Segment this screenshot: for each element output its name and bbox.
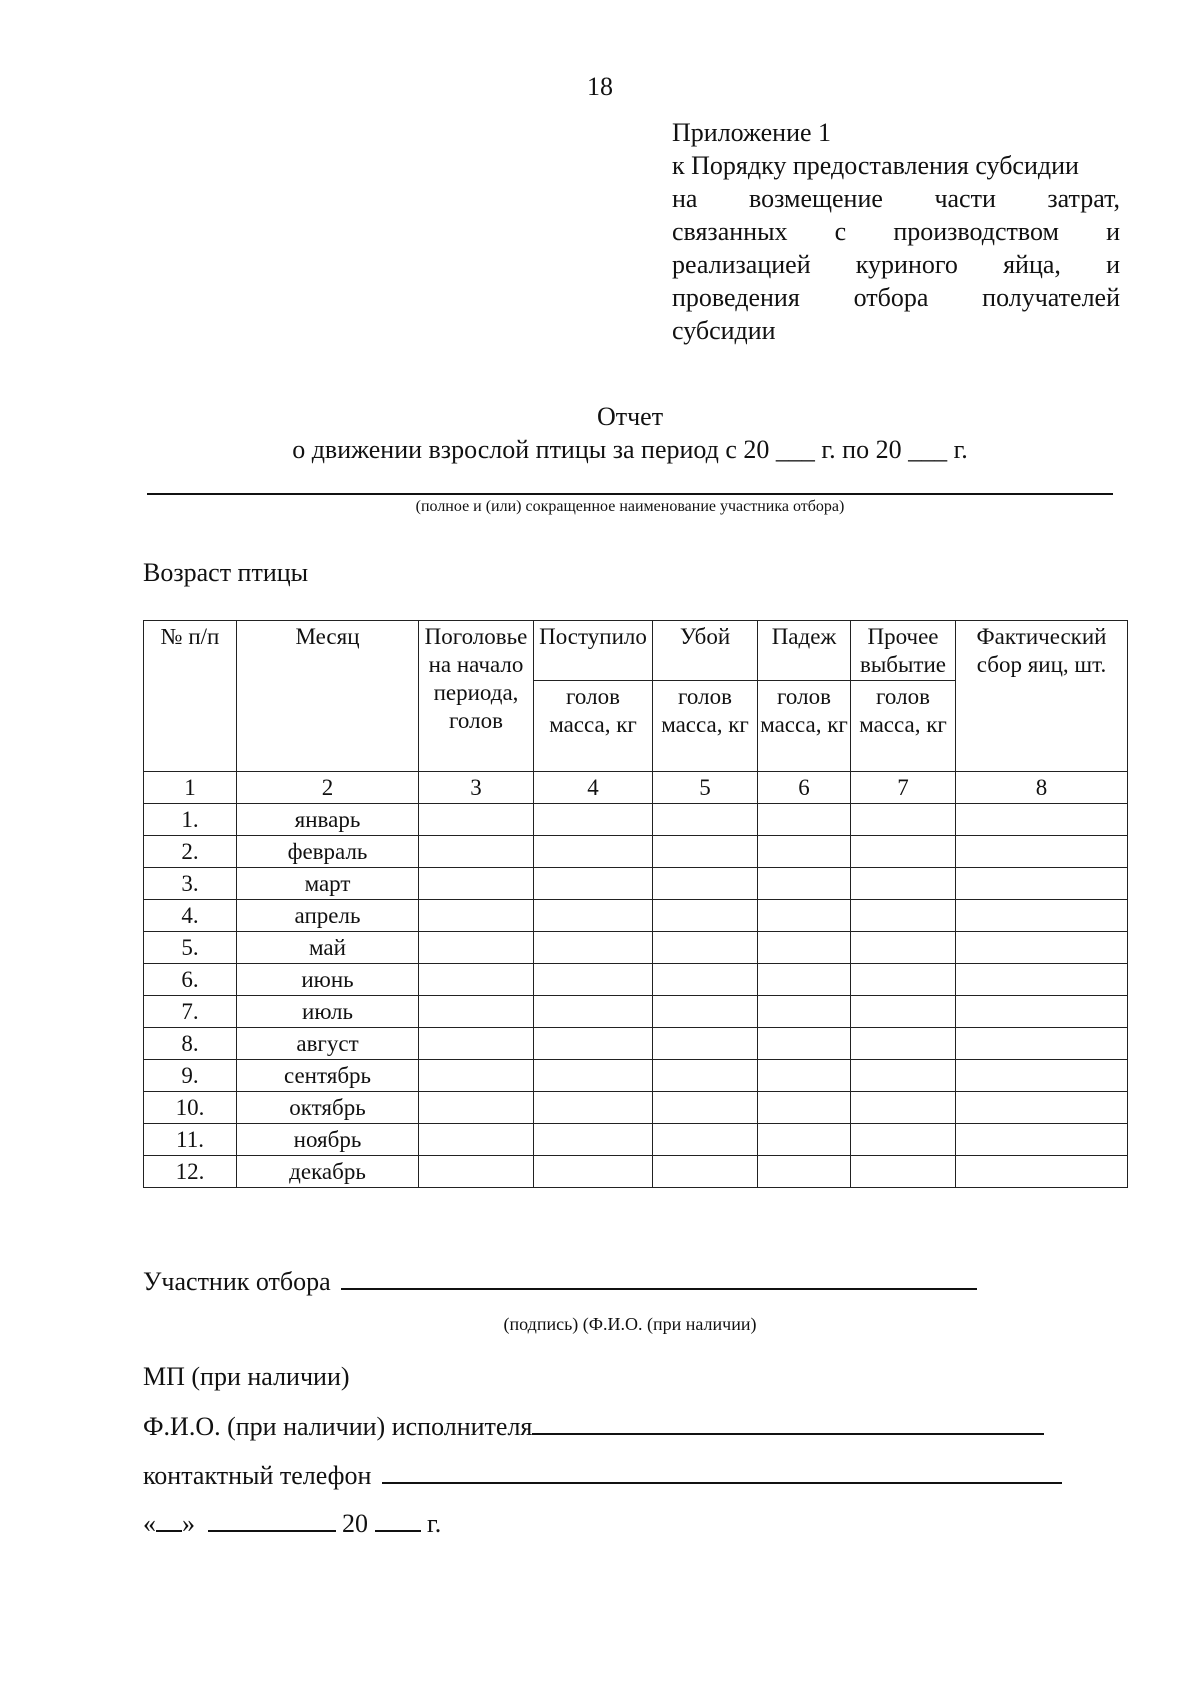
row-number: 2. <box>144 836 237 868</box>
poultry-movement-table <box>143 620 1128 1188</box>
year-suffix: г. <box>427 1509 442 1538</box>
cell-initial-stock[interactable] <box>419 964 534 996</box>
date-line <box>143 1508 441 1539</box>
day-field[interactable] <box>156 1508 182 1532</box>
cell-initial-stock[interactable] <box>419 1092 534 1124</box>
row-number: 10. <box>144 1092 237 1124</box>
cell-egg-collection[interactable] <box>956 1156 1128 1188</box>
cell-slaughter[interactable] <box>653 1156 758 1188</box>
row-month: декабрь <box>237 1156 419 1188</box>
cell-initial-stock[interactable] <box>419 836 534 868</box>
row-number: 4. <box>144 900 237 932</box>
row-number: 8. <box>144 1028 237 1060</box>
row-number: 3. <box>144 868 237 900</box>
cell-mortality[interactable] <box>758 996 851 1028</box>
row-month: сентябрь <box>237 1060 419 1092</box>
subheader-other-disposal: голов масса, кг <box>851 681 956 772</box>
cell-received[interactable] <box>534 964 653 996</box>
cell-initial-stock[interactable] <box>419 1028 534 1060</box>
appendix-line: на возмещение части затрат, <box>672 184 1120 213</box>
cell-received[interactable] <box>534 996 653 1028</box>
cell-initial-stock[interactable] <box>419 932 534 964</box>
cell-received[interactable] <box>534 868 653 900</box>
cell-other-disposal[interactable] <box>851 1156 956 1188</box>
column-number: 3 <box>419 772 534 804</box>
row-month: июнь <box>237 964 419 996</box>
cell-other-disposal[interactable] <box>851 900 956 932</box>
cell-slaughter[interactable] <box>653 900 758 932</box>
cell-egg-collection[interactable] <box>956 804 1128 836</box>
cell-other-disposal[interactable] <box>851 804 956 836</box>
table-row <box>144 836 1128 868</box>
participant-name-line <box>147 493 1113 495</box>
cell-initial-stock[interactable] <box>419 868 534 900</box>
bird-age-label: Возраст птицы <box>143 558 309 587</box>
column-number: 6 <box>758 772 851 804</box>
cell-other-disposal[interactable] <box>851 868 956 900</box>
cell-egg-collection[interactable] <box>956 964 1128 996</box>
header-mortality: Падеж <box>758 621 851 681</box>
cell-received[interactable] <box>534 1092 653 1124</box>
row-month: февраль <box>237 836 419 868</box>
signature-caption: (подпись) (Ф.И.О. (при наличии) <box>503 1314 757 1334</box>
header-initial-stock: Поголовье на начало периода, голов <box>419 621 534 772</box>
appendix-line: к Порядку предоставления субсидии <box>672 151 1079 180</box>
cell-mortality[interactable] <box>758 1092 851 1124</box>
cell-egg-collection[interactable] <box>956 1060 1128 1092</box>
cell-slaughter[interactable] <box>653 1124 758 1156</box>
year-field[interactable] <box>375 1508 421 1532</box>
row-number: 9. <box>144 1060 237 1092</box>
row-month: июль <box>237 996 419 1028</box>
appendix-line: проведения отбора получателей <box>672 283 1120 312</box>
cell-other-disposal[interactable] <box>851 932 956 964</box>
cell-initial-stock[interactable] <box>419 1124 534 1156</box>
cell-mortality[interactable] <box>758 868 851 900</box>
row-month: август <box>237 1028 419 1060</box>
row-number: 5. <box>144 932 237 964</box>
table-row <box>144 932 1128 964</box>
appendix-block <box>672 116 1120 347</box>
participant-name-caption: (полное и (или) сокращенное наименование участника отбора) <box>415 498 845 515</box>
participant-label: Участник отбора <box>143 1267 331 1296</box>
cell-other-disposal[interactable] <box>851 1092 956 1124</box>
row-number: 1. <box>144 804 237 836</box>
cell-mortality[interactable] <box>758 964 851 996</box>
cell-other-disposal[interactable] <box>851 1060 956 1092</box>
cell-other-disposal[interactable] <box>851 1124 956 1156</box>
row-number: 12. <box>144 1156 237 1188</box>
column-number: 5 <box>653 772 758 804</box>
phone-field[interactable] <box>382 1460 1062 1484</box>
cell-mortality[interactable] <box>758 1028 851 1060</box>
table-row <box>144 1156 1128 1188</box>
row-number: 6. <box>144 964 237 996</box>
header-number: № п/п <box>144 621 237 772</box>
cell-slaughter[interactable] <box>653 932 758 964</box>
row-month: январь <box>237 804 419 836</box>
subheader-slaughter: голов масса, кг <box>653 681 758 772</box>
page-number: 18 <box>587 72 613 101</box>
cell-received[interactable] <box>534 900 653 932</box>
row-month: март <box>237 868 419 900</box>
report-subtitle: о движении взрослой птицы за период с 20 ___ г. по 20 ___ г. <box>292 435 968 464</box>
cell-other-disposal[interactable] <box>851 836 956 868</box>
cell-slaughter[interactable] <box>653 964 758 996</box>
cell-egg-collection[interactable] <box>956 868 1128 900</box>
cell-mortality[interactable] <box>758 900 851 932</box>
header-received: Поступило <box>534 621 653 681</box>
cell-mortality[interactable] <box>758 1060 851 1092</box>
executor-line <box>143 1411 1044 1442</box>
cell-received[interactable] <box>534 1124 653 1156</box>
column-number: 2 <box>237 772 419 804</box>
column-number: 7 <box>851 772 956 804</box>
signature-field[interactable] <box>341 1266 977 1290</box>
table-row <box>144 900 1128 932</box>
cell-egg-collection[interactable] <box>956 836 1128 868</box>
year-prefix: 20 <box>342 1509 368 1538</box>
cell-other-disposal[interactable] <box>851 1028 956 1060</box>
subheader-received: голов масса, кг <box>534 681 653 772</box>
cell-egg-collection[interactable] <box>956 1124 1128 1156</box>
table-row <box>144 1092 1128 1124</box>
cell-other-disposal[interactable] <box>851 964 956 996</box>
cell-slaughter[interactable] <box>653 836 758 868</box>
header-egg-collection: Фактический сбор яиц, шт. <box>956 621 1128 772</box>
cell-received[interactable] <box>534 1028 653 1060</box>
appendix-line: связанных с производством и <box>672 217 1120 246</box>
phone-line <box>143 1460 1062 1491</box>
table-row <box>144 868 1128 900</box>
cell-mortality[interactable] <box>758 1124 851 1156</box>
cell-mortality[interactable] <box>758 836 851 868</box>
cell-mortality[interactable] <box>758 1156 851 1188</box>
header-other-disposal: Прочее выбытие <box>851 621 956 681</box>
cell-egg-collection[interactable] <box>956 900 1128 932</box>
column-number: 4 <box>534 772 653 804</box>
table-row <box>144 996 1128 1028</box>
cell-egg-collection[interactable] <box>956 1092 1128 1124</box>
report-title: Отчет <box>596 402 664 431</box>
row-number: 7. <box>144 996 237 1028</box>
cell-slaughter[interactable] <box>653 1092 758 1124</box>
cell-mortality[interactable] <box>758 804 851 836</box>
table-row <box>144 1124 1128 1156</box>
cell-initial-stock[interactable] <box>419 804 534 836</box>
cell-initial-stock[interactable] <box>419 1156 534 1188</box>
table-row <box>144 1060 1128 1092</box>
cell-egg-collection[interactable] <box>956 1028 1128 1060</box>
row-month: май <box>237 932 419 964</box>
executor-name-field[interactable] <box>532 1411 1044 1435</box>
row-month: апрель <box>237 900 419 932</box>
cell-slaughter[interactable] <box>653 868 758 900</box>
appendix-line: субсидии <box>672 316 776 345</box>
cell-received[interactable] <box>534 932 653 964</box>
date-close-quote: » <box>182 1509 195 1538</box>
table-row <box>144 804 1128 836</box>
appendix-line: реализацией куриного яйца, и <box>672 250 1120 279</box>
column-number: 8 <box>956 772 1128 804</box>
phone-label: контактный телефон <box>143 1461 372 1490</box>
appendix-title: Приложение 1 <box>672 118 832 147</box>
cell-slaughter[interactable] <box>653 1028 758 1060</box>
table-row <box>144 964 1128 996</box>
cell-egg-collection[interactable] <box>956 932 1128 964</box>
column-number-row <box>144 772 1128 804</box>
cell-egg-collection[interactable] <box>956 996 1128 1028</box>
stamp-label: МП (при наличии) <box>143 1362 350 1391</box>
cell-slaughter[interactable] <box>653 1060 758 1092</box>
cell-mortality[interactable] <box>758 932 851 964</box>
row-month: ноябрь <box>237 1124 419 1156</box>
cell-received[interactable] <box>534 1060 653 1092</box>
cell-received[interactable] <box>534 804 653 836</box>
header-slaughter: Убой <box>653 621 758 681</box>
cell-slaughter[interactable] <box>653 996 758 1028</box>
cell-other-disposal[interactable] <box>851 996 956 1028</box>
table-row <box>144 1028 1128 1060</box>
header-month: Месяц <box>237 621 419 772</box>
cell-received[interactable] <box>534 1156 653 1188</box>
cell-initial-stock[interactable] <box>419 996 534 1028</box>
month-field[interactable] <box>208 1508 336 1532</box>
cell-slaughter[interactable] <box>653 804 758 836</box>
row-month: октябрь <box>237 1092 419 1124</box>
cell-initial-stock[interactable] <box>419 900 534 932</box>
row-number: 11. <box>144 1124 237 1156</box>
executor-label: Ф.И.О. (при наличии) исполнителя <box>143 1412 533 1441</box>
cell-initial-stock[interactable] <box>419 1060 534 1092</box>
cell-received[interactable] <box>534 836 653 868</box>
participant-signature-line <box>143 1266 977 1297</box>
subheader-mortality: голов масса, кг <box>758 681 851 772</box>
date-open-quote: « <box>143 1509 156 1538</box>
column-number: 1 <box>144 772 237 804</box>
